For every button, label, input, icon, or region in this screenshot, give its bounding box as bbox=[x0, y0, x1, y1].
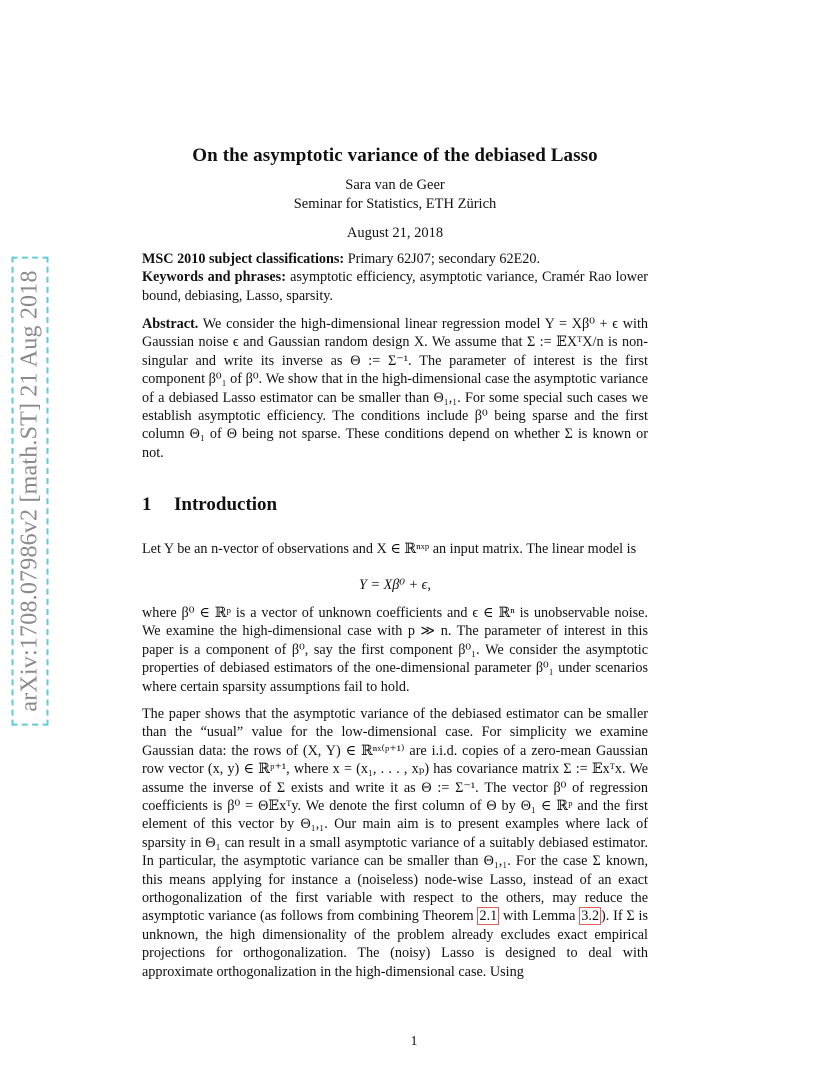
abstract-label: Abstract. bbox=[142, 316, 199, 332]
lemma-reference-link[interactable]: 3.2 bbox=[581, 908, 600, 925]
msc-label: MSC 2010 subject classifications: bbox=[142, 251, 345, 267]
intro-paragraph-1: Let Y be an n-vector of observations and X ∈ ℝⁿˣᵖ an input matrix. The linear model is bbox=[142, 541, 637, 557]
page-number: 1 bbox=[410, 1034, 418, 1049]
author-affiliation: Seminar for Statistics, ETH Zürich bbox=[293, 196, 497, 212]
paper-title: On the asymptotic variance of the debiased Lasso bbox=[192, 145, 598, 166]
display-equation: Y = Xβ⁰ + ϵ, bbox=[359, 577, 431, 593]
intro-paragraph-3-part-b: with Lemma bbox=[499, 908, 580, 925]
abstract-text: We consider the high-dimensional linear regression model Y = Xβ⁰ + ϵ with Gaussian noise ϵ and Gaussian random design X. We assume that Σ := 𝔼XᵀX/n is non-singular and write its inverse as Θ := Σ⁻¹. The parameter of interest is the first component β⁰₁ of β⁰. We show that in the high-dimensional case the asymptotic variance of a debiased Lasso estimator can be smaller than Θ₁,₁. For some special such cases we establish asymptotic efficiency. The conditions include β⁰ being sparse and the first column Θ₁ of Θ being not sparse. These conditions depend on whether Σ is known or not. bbox=[142, 316, 648, 461]
arxiv-stamp bbox=[10, 236, 50, 746]
intro-paragraph-2: where β⁰ ∈ ℝᵖ is a vector of unknown coefficients and ϵ ∈ ℝⁿ is unobservable noise. We examine the high-dimensional case with p ≫ n. The parameter of interest in this paper is a component of β⁰, say the first component β⁰₁. We consider the asymptotic properties of debiased estimators of the one-dimensional parameter β⁰₁ under scenarios where certain sparsity assumptions fail to hold. bbox=[142, 605, 648, 695]
section-title: Introduction bbox=[174, 494, 278, 515]
classification-block bbox=[142, 250, 648, 305]
abstract bbox=[142, 315, 648, 462]
theorem-reference-link[interactable]: 2.1 bbox=[479, 908, 498, 925]
author-name: Sara van de Geer bbox=[345, 177, 445, 193]
section-heading bbox=[142, 494, 277, 516]
intro-paragraph-3-part-c: ). If Σ is unknown, the high dimensionality of the problem already excludes exact empirical projections for orthogonalization. The (noisy) Lasso is designed to deal with approximate orthogonalization in the high-dimensional case. Using bbox=[142, 908, 648, 980]
keywords-label: Keywords and phrases: bbox=[142, 269, 286, 286]
intro-paragraph-3 bbox=[142, 705, 648, 981]
paper-date: August 21, 2018 bbox=[346, 225, 444, 241]
msc-text: Primary 62J07; secondary 62E20. bbox=[344, 251, 541, 267]
intro-paragraph-3-part-a: The paper shows that the asymptotic variance of the debiased estimator can be smaller than the “usual” value for the low-dimensional case. For simplicity we examine Gaussian data: the rows of (X, Y) ∈ ℝⁿˣ⁽ᵖ⁺¹⁾ are i.i.d. copies of a zero-mean Gaussian row vector (x, y) ∈ ℝᵖ⁺¹, where x = (x₁, . . . , xₚ) has covariance matrix Σ := 𝔼xᵀx. We assume the inverse of Σ exists and write it as Θ := Σ⁻¹. The vector β⁰ of regression coefficients is β⁰ = Θ𝔼xᵀy. We denote the first column of Θ by Θ₁ ∈ ℝᵖ and the first element of this vector by Θ₁,₁. Our main aim is to present examples where lack of sparsity in Θ₁ can result in a small asymptotic variance of a suitably debiased estimator. In particular, the asymptotic variance can be smaller than Θ₁,₁. For the case Σ known, this means applying for instance a (noiseless) node-wise Lasso, instead of an exact orthogonalization of the first variable with respect to the others, may reduce the asymptotic variance (as follows from combining Theorem bbox=[142, 706, 648, 925]
arxiv-stamp-text: arXiv:1708.07986v2 [math.ST] 21 Aug 2018 bbox=[12, 256, 49, 725]
section-number: 1 bbox=[142, 494, 152, 515]
keywords-text: asymptotic efficiency, asymptotic variance, Cramér Rao lower bound, debiasing, Lasso, sparsity. bbox=[142, 269, 648, 304]
